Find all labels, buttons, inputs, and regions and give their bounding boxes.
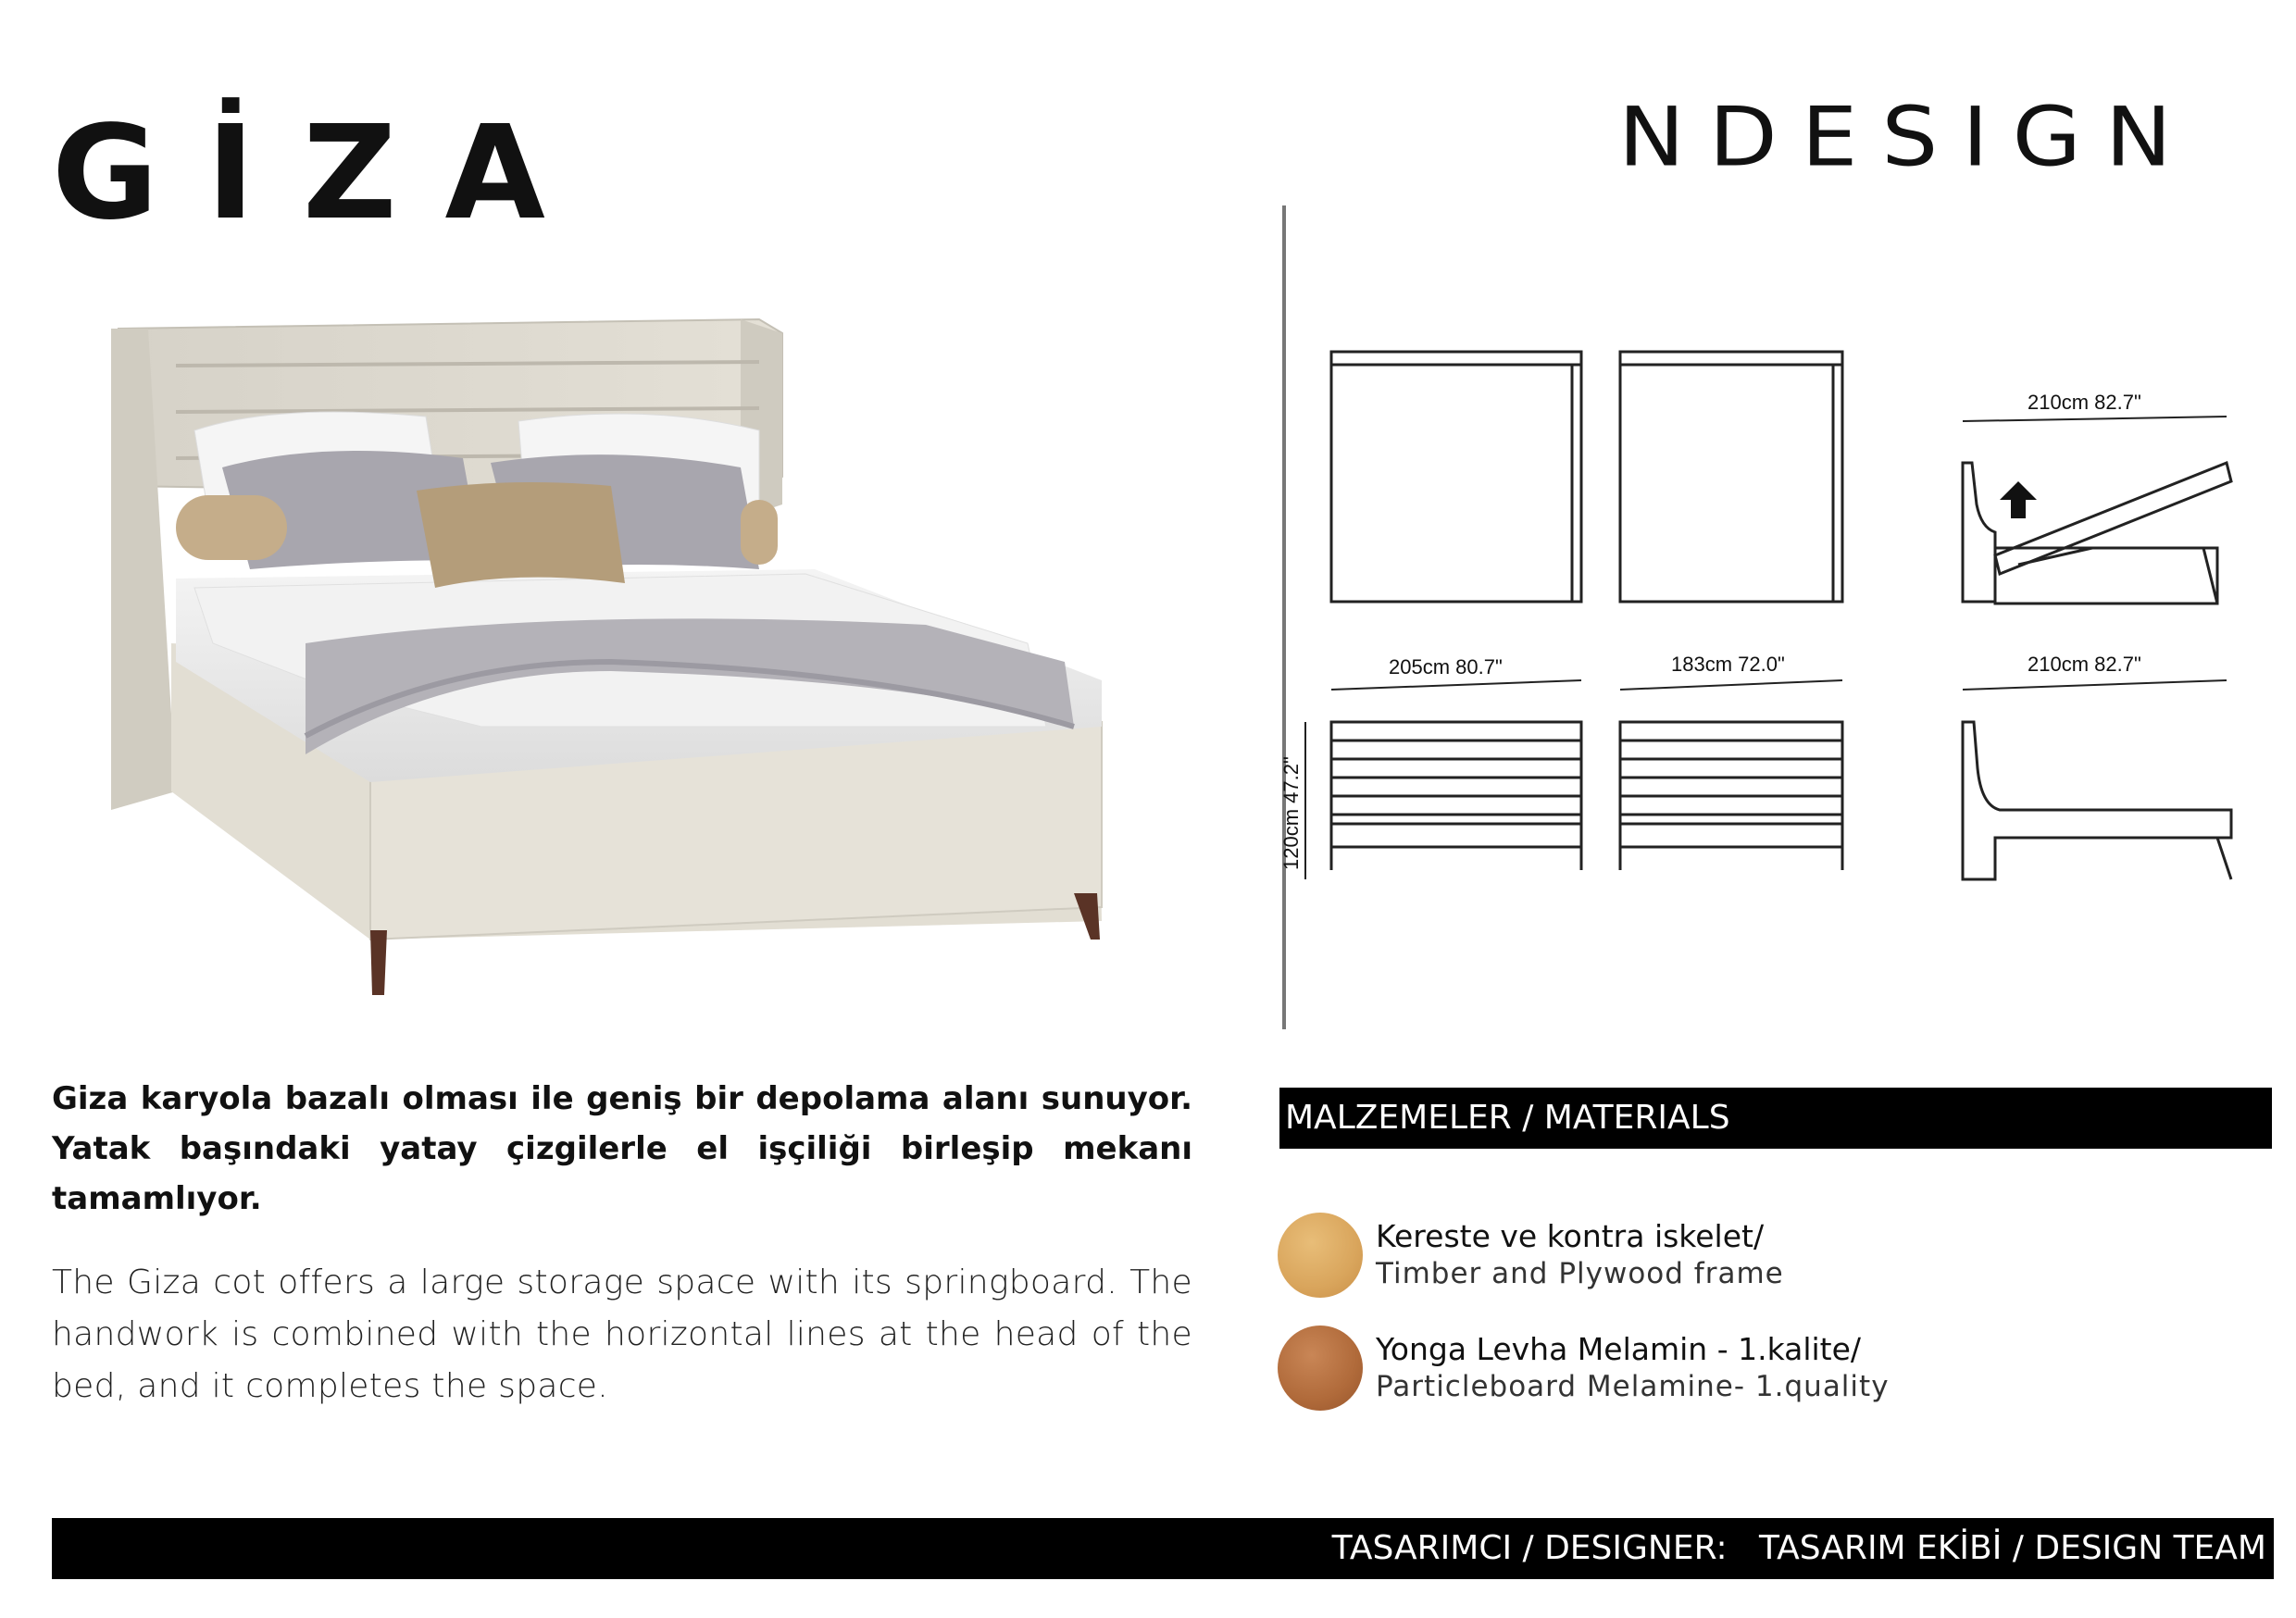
product-title: GİZA [52,98,593,249]
material-label-en: Particleboard Melamine- 1.quality [1376,1370,1890,1403]
designer-footer: TASARIMCI / DESIGNER: TASARIM EKİBİ / DESIGN TEAM [52,1518,2274,1579]
timber-swatch-icon [1278,1213,1363,1298]
material-label-tr: Yonga Levha Melamin - 1.kalite/ [1376,1331,1862,1367]
description-tr: Giza karyola bazalı olması ile geniş bir depolama alanı sunuyor. Yatak başındaki yatay çizgilerle el işçiliği birleşip mekanı tamamlıyor. [52,1080,1192,1217]
materials-header: MALZEMELER / MATERIALS [1279,1088,2272,1149]
dim-height: 120cm 47.2" [1279,756,1303,870]
dim-depth-top: 210cm 82.7" [2028,391,2141,414]
brand-logo: NDESIGN [1618,89,2196,185]
material-label-tr: Kereste ve kontra iskelet/ [1376,1218,1765,1254]
bed-illustration [93,292,1167,995]
technical-drawings [1279,333,2277,889]
material-item [1278,1213,2259,1301]
dim-width-b: 183cm 72.0" [1671,653,1785,676]
description-en: The Giza cot offers a large storage space with its springboard. The handwork is combined with the horizontal lines at the head of the bed, and it completes the space. [52,1263,1192,1405]
material-label-en: Timber and Plywood frame [1376,1257,1784,1290]
melamine-swatch-icon [1278,1326,1363,1411]
dim-depth-bottom: 210cm 82.7" [2028,653,2141,676]
vertical-divider [1282,205,1286,1029]
material-item [1278,1326,2259,1414]
dim-width-a: 205cm 80.7" [1389,655,1503,678]
